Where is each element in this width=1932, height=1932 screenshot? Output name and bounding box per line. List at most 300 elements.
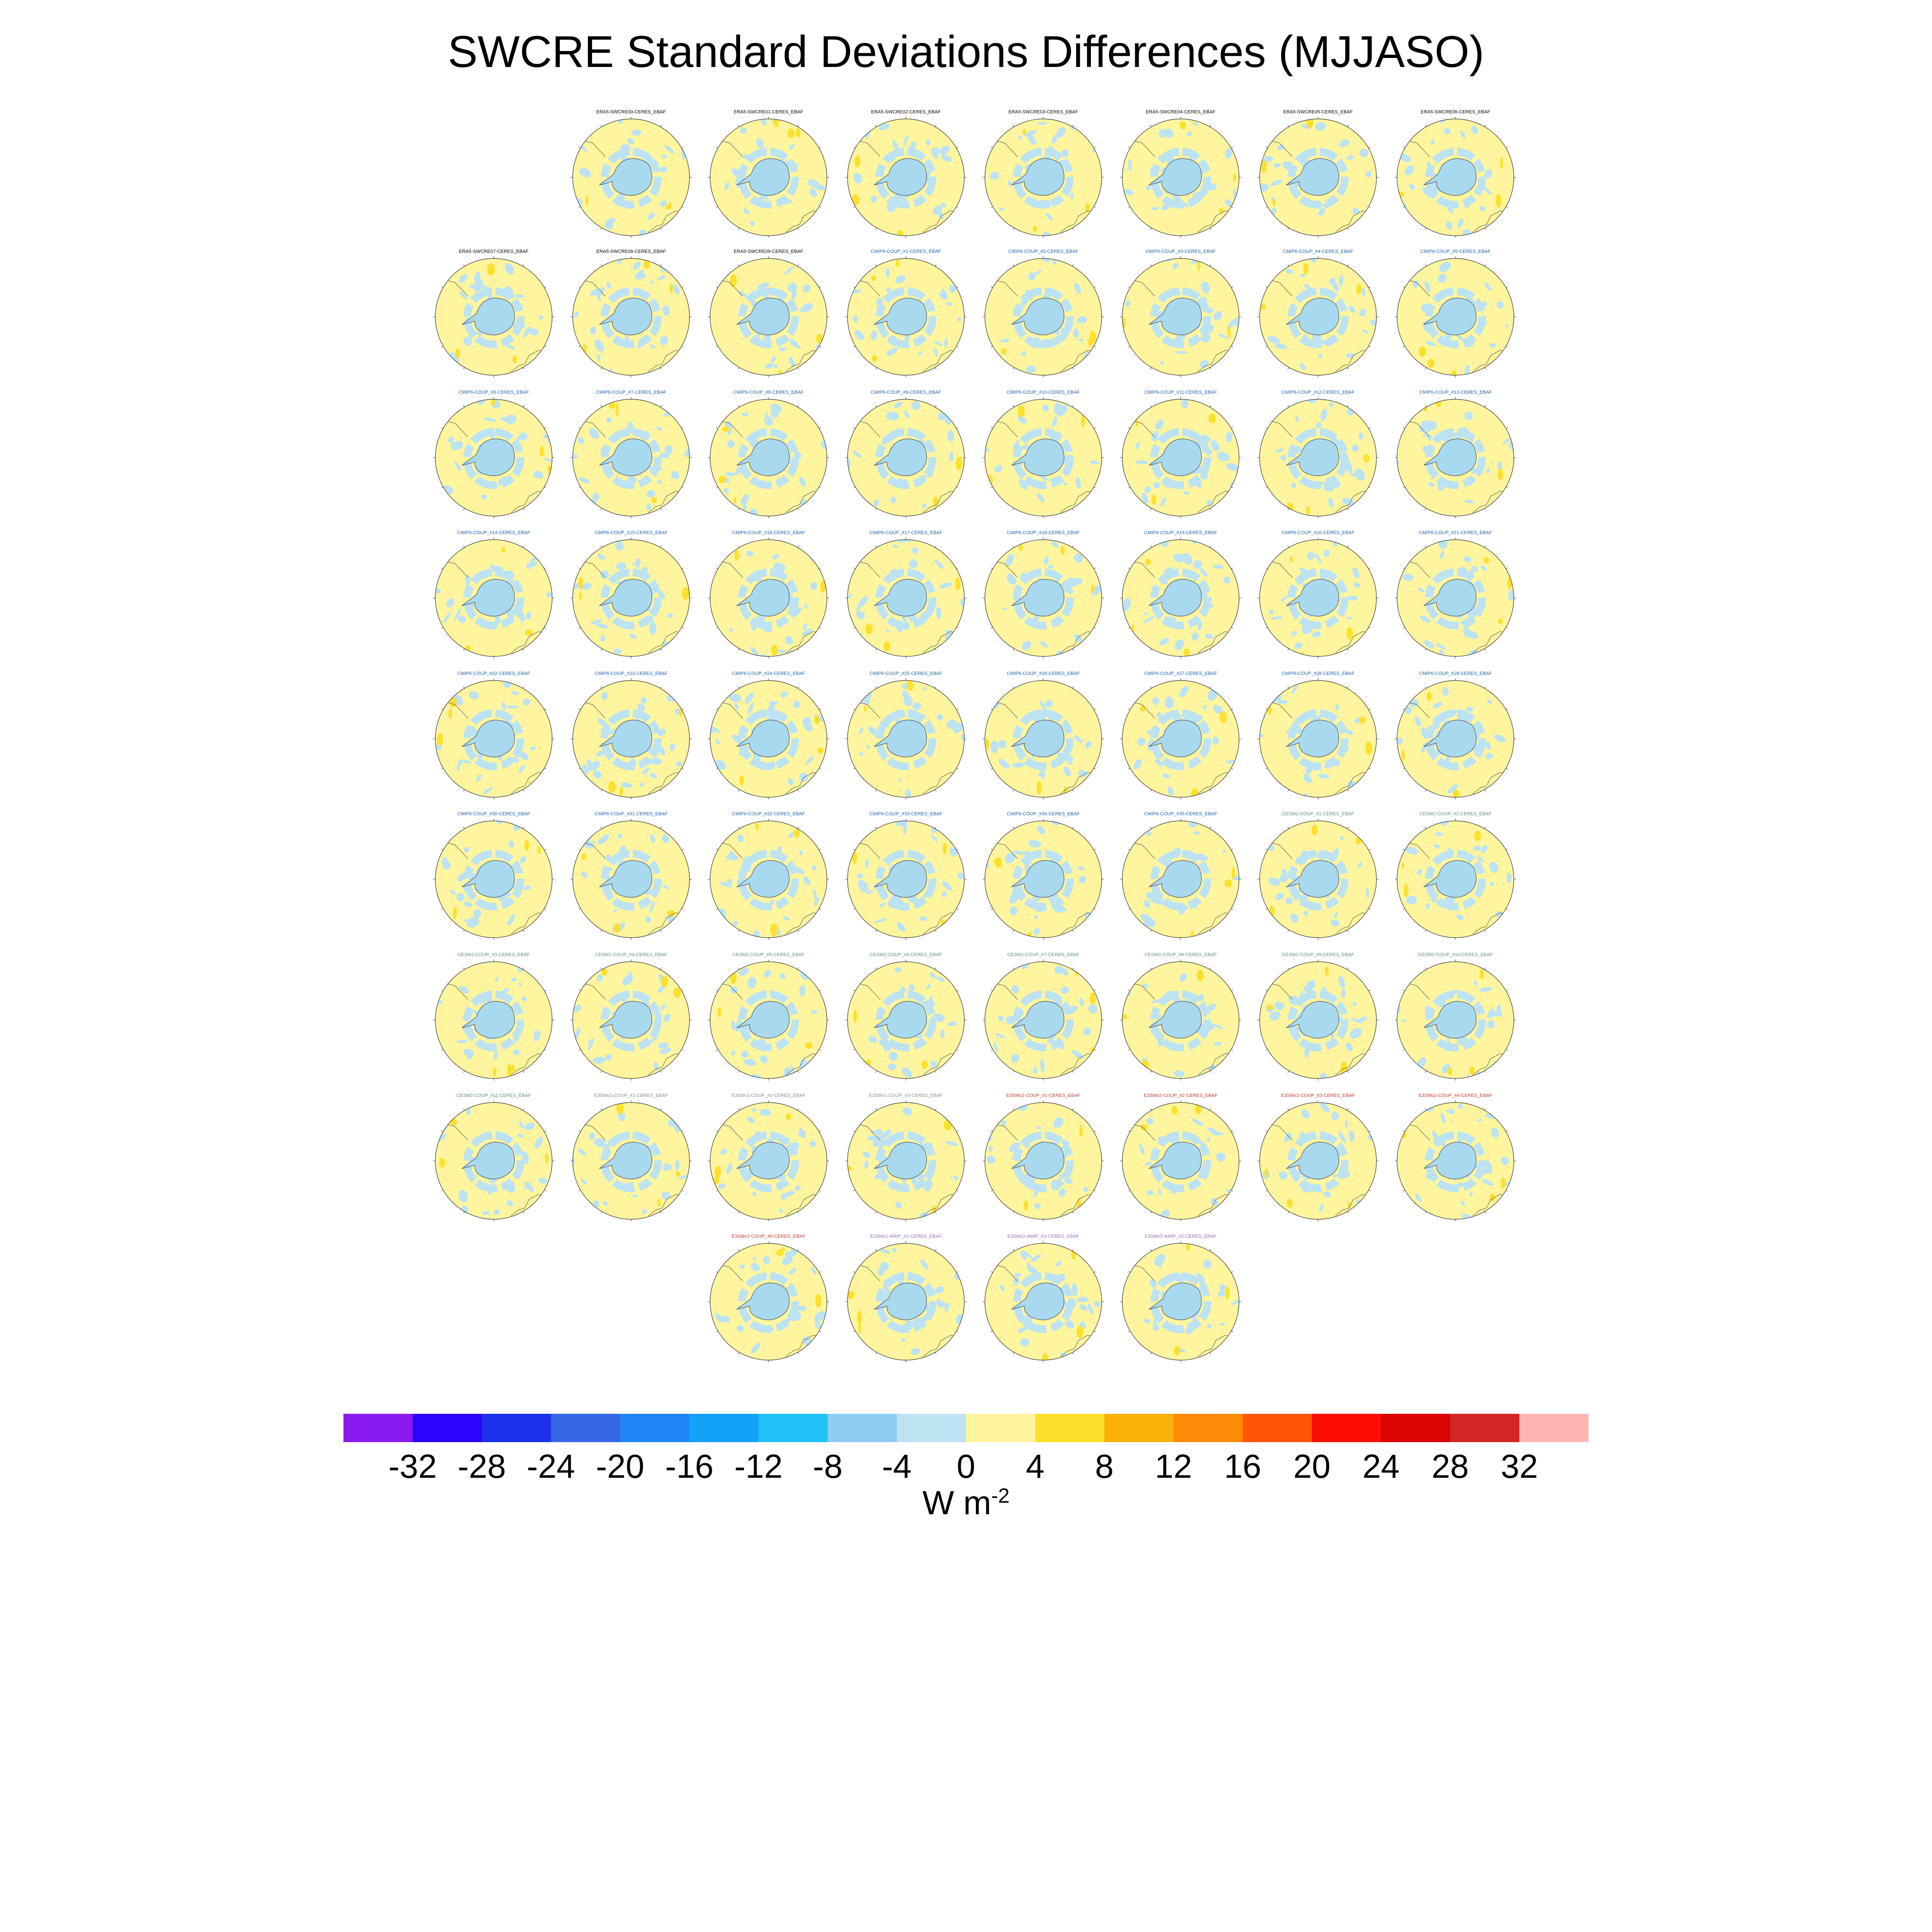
colorbar-segment: [690, 1414, 759, 1442]
polar-map: [704, 1097, 833, 1222]
colorbar-tick-label: -4: [882, 1447, 912, 1485]
longitude-tick: [1128, 849, 1130, 851]
longitude-tick: [876, 546, 877, 547]
positive-anomaly-patch: [1404, 884, 1409, 897]
longitude-tick: [1013, 1071, 1015, 1072]
longitude-tick: [601, 930, 602, 932]
map-panel: [567, 811, 696, 940]
positive-anomaly-patch: [722, 427, 729, 432]
panel-title: E3SMv2-COUP_#4-CERES_EBAF: [1419, 1093, 1492, 1098]
longitude-tick: [523, 368, 524, 369]
longitude-tick: [1506, 709, 1508, 710]
polar-map: [841, 816, 970, 940]
positive-anomaly-patch: [1427, 692, 1432, 702]
longitude-tick: [819, 1190, 821, 1191]
longitude-tick: [716, 568, 718, 569]
longitude-tick: [1072, 508, 1074, 510]
longitude-tick: [601, 1109, 602, 1110]
panel-title: E3SMv2-AMIP_#2-CERES_EBAF: [1007, 1234, 1079, 1239]
positive-anomaly-patch: [1267, 1005, 1273, 1010]
colorbar-segment: [343, 1414, 413, 1442]
longitude-tick: [544, 990, 546, 991]
positive-anomaly-patch: [770, 923, 778, 936]
longitude-tick: [1151, 968, 1152, 969]
longitude-tick: [1013, 1109, 1015, 1110]
longitude-tick: [1506, 346, 1508, 347]
longitude-tick: [991, 287, 993, 288]
longitude-tick: [1266, 487, 1267, 488]
longitude-tick: [682, 487, 683, 488]
colorbar-segment: [1381, 1414, 1451, 1442]
longitude-tick: [716, 1049, 718, 1051]
longitude-tick: [991, 147, 993, 149]
longitude-tick: [1266, 908, 1267, 910]
longitude-tick: [1485, 228, 1486, 230]
negative-anomaly-patch: [941, 1029, 945, 1039]
page-title: SWCRE Standard Deviations Differences (MJJASO): [448, 27, 1484, 77]
longitude-tick: [738, 1071, 740, 1072]
positive-anomaly-patch: [513, 355, 517, 363]
longitude-tick: [579, 287, 580, 288]
positive-anomaly-patch: [676, 1171, 680, 1177]
longitude-tick: [957, 287, 958, 288]
longitude-tick: [957, 487, 958, 488]
polar-map: [841, 253, 970, 378]
longitude-tick: [579, 147, 580, 149]
panel-title: ERA5-SWCRE03-CERES_EBAF: [1009, 109, 1078, 115]
polar-map: [704, 675, 833, 800]
longitude-tick: [1210, 827, 1211, 829]
polar-map: [979, 1097, 1108, 1222]
longitude-tick: [716, 428, 718, 429]
colorbar-tick-label: -32: [388, 1447, 437, 1485]
panel-title: CMIP6-COUP_#18-CERES_EBAF: [1007, 530, 1080, 535]
panel-title: CMIP6-COUP_#1-CERES_EBAF: [871, 249, 941, 254]
longitude-tick: [1266, 1049, 1267, 1051]
map-panel: [841, 249, 970, 378]
longitude-tick: [464, 827, 465, 829]
longitude-tick: [1425, 790, 1427, 791]
longitude-tick: [1231, 627, 1233, 629]
longitude-tick: [1210, 546, 1211, 547]
polar-map: [841, 1238, 970, 1363]
longitude-tick: [1403, 147, 1405, 149]
positive-anomaly-patch: [1136, 420, 1138, 427]
positive-anomaly-patch: [1448, 1067, 1452, 1075]
map-panel: [1116, 390, 1245, 519]
longitude-tick: [1425, 546, 1427, 547]
longitude-tick: [819, 487, 821, 488]
longitude-tick: [876, 1109, 877, 1110]
panel-title: CMIP6-COUP_#31-CERES_EBAF: [595, 811, 668, 817]
longitude-tick: [1506, 428, 1508, 429]
panel-title: CESM2-COUP_#9-CERES_EBAF: [1282, 952, 1355, 957]
map-panel: [1391, 1093, 1520, 1222]
longitude-tick: [1266, 709, 1267, 710]
longitude-tick: [544, 428, 546, 429]
longitude-tick: [819, 627, 821, 629]
longitude-tick: [1266, 1131, 1267, 1132]
longitude-tick: [1403, 627, 1405, 629]
longitude-tick: [1210, 930, 1211, 932]
positive-anomaly-patch: [719, 476, 725, 483]
panel-title: CESM2-COUP_#4-CERES_EBAF: [595, 952, 668, 957]
longitude-tick: [1231, 908, 1233, 910]
positive-anomaly-patch: [1402, 863, 1404, 869]
longitude-tick: [935, 1071, 936, 1072]
map-panel: [704, 952, 833, 1081]
longitude-tick: [935, 546, 936, 547]
longitude-tick: [957, 908, 958, 910]
longitude-tick: [798, 228, 799, 230]
positive-anomaly-patch: [1287, 1199, 1293, 1208]
positive-anomaly-patch: [1079, 1125, 1083, 1137]
map-panel: [704, 390, 833, 519]
longitude-tick: [1506, 1190, 1508, 1191]
longitude-tick: [1485, 930, 1486, 932]
longitude-tick: [1128, 487, 1130, 488]
longitude-tick: [1425, 827, 1427, 829]
longitude-tick: [682, 1131, 683, 1132]
longitude-tick: [441, 849, 443, 851]
colorbar-segment: [759, 1414, 828, 1442]
longitude-tick: [1425, 405, 1427, 407]
polar-map: [567, 1097, 696, 1222]
panel-title: CMIP6-COUP_#12-CERES_EBAF: [1282, 390, 1355, 395]
map-panel: [979, 1234, 1108, 1363]
positive-anomaly-patch: [1267, 704, 1272, 715]
map-panel: [1254, 530, 1382, 659]
longitude-tick: [1072, 1352, 1074, 1354]
longitude-tick: [579, 849, 580, 851]
longitude-tick: [441, 627, 443, 629]
panel-title: E3SMv1-COUP_#1-CERES_EBAF: [594, 1093, 668, 1098]
longitude-tick: [601, 508, 602, 510]
colorbar-units: [0, 1483, 1932, 1522]
positive-anomaly-patch: [493, 1067, 497, 1076]
longitude-tick: [854, 428, 855, 429]
longitude-tick: [601, 368, 602, 369]
longitude-tick: [1485, 405, 1486, 407]
panel-title: CMIP6-COUP_#24-CERES_EBAF: [732, 671, 805, 676]
map-panel: [567, 249, 696, 378]
longitude-tick: [1072, 546, 1074, 547]
map-panel: [567, 1093, 696, 1222]
longitude-tick: [579, 709, 580, 710]
longitude-tick: [991, 346, 993, 347]
longitude-tick: [854, 1131, 855, 1132]
colorbar-tick-label: 12: [1154, 1447, 1192, 1485]
positive-anomaly-patch: [538, 847, 541, 854]
longitude-tick: [1128, 1331, 1130, 1332]
longitude-tick: [1506, 287, 1508, 288]
longitude-tick: [601, 125, 602, 127]
longitude-tick: [1128, 1049, 1130, 1051]
longitude-tick: [1266, 207, 1267, 208]
longitude-tick: [798, 1071, 799, 1072]
polar-map: [1254, 394, 1382, 519]
longitude-tick: [660, 790, 662, 791]
longitude-tick: [1403, 1190, 1405, 1191]
longitude-tick: [798, 649, 799, 650]
colorbar-segment: [551, 1414, 620, 1442]
positive-anomaly-patch: [540, 446, 544, 457]
longitude-tick: [464, 687, 465, 688]
longitude-tick: [1094, 346, 1096, 347]
longitude-tick: [1266, 568, 1267, 569]
longitude-tick: [682, 147, 683, 149]
polar-map: [567, 253, 696, 378]
longitude-tick: [579, 207, 580, 208]
longitude-tick: [798, 1212, 799, 1213]
longitude-tick: [1210, 1249, 1211, 1251]
map-panel: [429, 811, 558, 940]
longitude-tick: [601, 827, 602, 829]
longitude-tick: [991, 207, 993, 208]
longitude-tick: [579, 990, 580, 991]
polar-map: [1116, 394, 1245, 519]
panel-title: ERA5-SWCRE06-CERES_EBAF: [1421, 109, 1490, 115]
colorbar-tick-label: 4: [1026, 1447, 1045, 1485]
longitude-tick: [1072, 1109, 1074, 1110]
longitude-tick: [660, 264, 662, 266]
longitude-tick: [1151, 649, 1152, 650]
longitude-tick: [682, 346, 683, 347]
longitude-tick: [660, 649, 662, 650]
colorbar-segment: [828, 1414, 897, 1442]
longitude-tick: [738, 508, 740, 510]
longitude-tick: [1210, 790, 1211, 791]
map-panel: [1116, 811, 1245, 940]
positive-anomaly-patch: [1356, 284, 1361, 295]
longitude-tick: [935, 790, 936, 791]
map-panel: [1116, 952, 1245, 1081]
units-base: W m: [922, 1484, 991, 1522]
longitude-tick: [1151, 930, 1152, 932]
polar-map: [841, 394, 970, 519]
longitude-tick: [991, 990, 993, 991]
positive-anomaly-patch: [816, 334, 823, 343]
longitude-tick: [1231, 287, 1233, 288]
longitude-tick: [1369, 990, 1370, 991]
colorbar-tick-label: -24: [526, 1447, 575, 1485]
polar-map: [979, 114, 1108, 238]
longitude-tick: [1094, 428, 1096, 429]
longitude-tick: [544, 1190, 546, 1191]
longitude-tick: [464, 1212, 465, 1213]
colorbar-segment: [620, 1414, 690, 1442]
longitude-tick: [935, 368, 936, 369]
positive-anomaly-patch: [814, 716, 820, 724]
panel-title: CESM2-COUP_#5-CERES_EBAF: [732, 952, 805, 957]
panel-title: CESM2-COUP_#2-CERES_EBAF: [1419, 811, 1492, 817]
positive-anomaly-patch: [1306, 117, 1313, 128]
map-panel: [429, 952, 558, 1081]
map-panel: [979, 952, 1108, 1081]
longitude-tick: [991, 487, 993, 488]
colorbar-tick-label: -12: [734, 1447, 783, 1485]
longitude-tick: [1013, 930, 1015, 932]
positive-anomaly-patch: [852, 852, 857, 864]
longitude-tick: [935, 125, 936, 127]
longitude-tick: [1369, 849, 1370, 851]
panel-title: CMIP6-COUP_#23-CERES_EBAF: [595, 671, 668, 676]
longitude-tick: [544, 568, 546, 569]
longitude-tick: [441, 346, 443, 347]
positive-anomaly-patch: [511, 1065, 515, 1072]
longitude-tick: [1288, 827, 1289, 829]
longitude-tick: [738, 790, 740, 791]
longitude-tick: [854, 568, 855, 569]
map-panel: [704, 671, 833, 800]
colorbar: [343, 1414, 1589, 1442]
longitude-tick: [738, 649, 740, 650]
panel-title: E3SMv2-AMIP_#3-CERES_EBAF: [1145, 1234, 1217, 1239]
longitude-tick: [1013, 405, 1015, 407]
positive-anomaly-patch: [1122, 1014, 1127, 1020]
longitude-tick: [1425, 1212, 1427, 1213]
positive-anomaly-patch: [1152, 495, 1156, 505]
longitude-tick: [1231, 1131, 1233, 1132]
longitude-tick: [601, 546, 602, 547]
longitude-tick: [1506, 1131, 1508, 1132]
negative-anomaly-patch: [1466, 707, 1473, 712]
longitude-tick: [1072, 930, 1074, 932]
longitude-tick: [1128, 147, 1130, 149]
longitude-tick: [1347, 687, 1349, 688]
longitude-tick: [1485, 1071, 1486, 1072]
polar-map: [1116, 114, 1245, 238]
longitude-tick: [1288, 125, 1289, 127]
panel-title: E3SMv2-AMIP_#1-CERES_EBAF: [870, 1234, 942, 1239]
positive-anomaly-patch: [778, 370, 782, 377]
longitude-tick: [1231, 1272, 1233, 1273]
longitude-tick: [1266, 147, 1267, 149]
map-panel: [1391, 671, 1520, 800]
longitude-tick: [1151, 228, 1152, 230]
longitude-tick: [738, 1352, 740, 1354]
positive-anomaly-patch: [1071, 1249, 1076, 1259]
longitude-tick: [579, 1131, 580, 1132]
longitude-tick: [1210, 1352, 1211, 1354]
map-panel: [1116, 109, 1245, 238]
longitude-tick: [854, 627, 855, 629]
longitude-tick: [1151, 1109, 1152, 1110]
map-panel: [429, 249, 558, 378]
polar-map: [704, 1238, 833, 1363]
panel-title: CMIP6-COUP_#4-CERES_EBAF: [1283, 249, 1353, 254]
longitude-tick: [1210, 405, 1211, 407]
longitude-tick: [716, 1190, 718, 1191]
positive-anomaly-patch: [1346, 627, 1353, 640]
positive-anomaly-patch: [871, 275, 876, 281]
polar-map: [1116, 1097, 1245, 1222]
longitude-tick: [1506, 768, 1508, 769]
panel-title: ERA5-SWCRE07-CERES_EBAF: [459, 249, 529, 254]
longitude-tick: [854, 1272, 855, 1273]
panel-title: CMIP6-COUP_#21-CERES_EBAF: [1419, 530, 1492, 535]
longitude-tick: [1347, 546, 1349, 547]
longitude-tick: [544, 768, 546, 769]
positive-anomaly-patch: [820, 581, 826, 593]
colorbar-tick-label: 16: [1224, 1447, 1261, 1485]
longitude-tick: [1128, 768, 1130, 769]
positive-anomaly-patch: [794, 829, 800, 838]
map-panel: [841, 671, 970, 800]
panel-title: ERA5-SWCRE04-CERES_EBAF: [1146, 109, 1215, 115]
map-panel: [567, 530, 696, 659]
longitude-tick: [523, 1071, 524, 1072]
positive-anomaly-patch: [1033, 226, 1037, 232]
polar-map: [1391, 253, 1520, 378]
panel-title: CMIP6-COUP_#27-CERES_EBAF: [1144, 671, 1217, 676]
longitude-tick: [876, 827, 877, 829]
positive-anomaly-patch: [1231, 867, 1235, 880]
longitude-tick: [1231, 1331, 1233, 1332]
longitude-tick: [738, 368, 740, 369]
panel-title: ERA5-SWCRE05-CERES_EBAF: [1283, 109, 1353, 115]
longitude-tick: [1094, 627, 1096, 629]
longitude-tick: [1347, 1071, 1349, 1072]
polar-map: [1116, 253, 1245, 378]
longitude-tick: [1266, 428, 1267, 429]
positive-anomaly-patch: [897, 230, 904, 237]
longitude-tick: [716, 487, 718, 488]
positive-anomaly-patch: [1359, 717, 1366, 724]
longitude-tick: [1151, 508, 1152, 510]
map-panel: [1116, 1234, 1245, 1363]
longitude-tick: [579, 768, 580, 769]
longitude-tick: [441, 709, 443, 710]
longitude-tick: [1210, 1109, 1211, 1110]
longitude-tick: [854, 768, 855, 769]
positive-anomaly-patch: [1480, 969, 1484, 980]
longitude-tick: [935, 1109, 936, 1110]
longitude-tick: [957, 1331, 958, 1332]
longitude-tick: [660, 827, 662, 829]
positive-anomaly-patch: [1090, 992, 1096, 1004]
panel-title: CMIP6-COUP_#17-CERES_EBAF: [869, 530, 942, 535]
longitude-tick: [935, 930, 936, 932]
map-panel: [429, 671, 558, 800]
longitude-tick: [1094, 849, 1096, 851]
longitude-tick: [738, 1249, 740, 1251]
longitude-tick: [1013, 1352, 1015, 1354]
longitude-tick: [1094, 1331, 1096, 1332]
longitude-tick: [957, 346, 958, 347]
longitude-tick: [935, 1212, 936, 1213]
longitude-tick: [1403, 1049, 1405, 1051]
longitude-tick: [935, 649, 936, 650]
panel-title: CMIP6-COUP_#30-CERES_EBAF: [457, 811, 530, 817]
longitude-tick: [1072, 687, 1074, 688]
positive-anomaly-patch: [1306, 506, 1310, 515]
longitude-tick: [1210, 968, 1211, 969]
panel-title: CMIP6-COUP_#33-CERES_EBAF: [869, 811, 942, 817]
panel-title: CESM2-COUP_#7-CERES_EBAF: [1007, 952, 1080, 957]
longitude-tick: [1151, 1071, 1152, 1072]
polar-map: [567, 957, 696, 1081]
polar-map: [979, 816, 1108, 940]
panel-title: ERA5-SWCRE01-CERES_EBAF: [734, 109, 803, 115]
longitude-tick: [876, 1212, 877, 1213]
longitude-tick: [1072, 790, 1074, 791]
longitude-tick: [738, 264, 740, 266]
longitude-tick: [1231, 207, 1233, 208]
positive-anomaly-patch: [1355, 837, 1361, 844]
panel-title: CMIP6-COUP_#8-CERES_EBAF: [733, 390, 804, 395]
map-panel: [704, 1093, 833, 1222]
